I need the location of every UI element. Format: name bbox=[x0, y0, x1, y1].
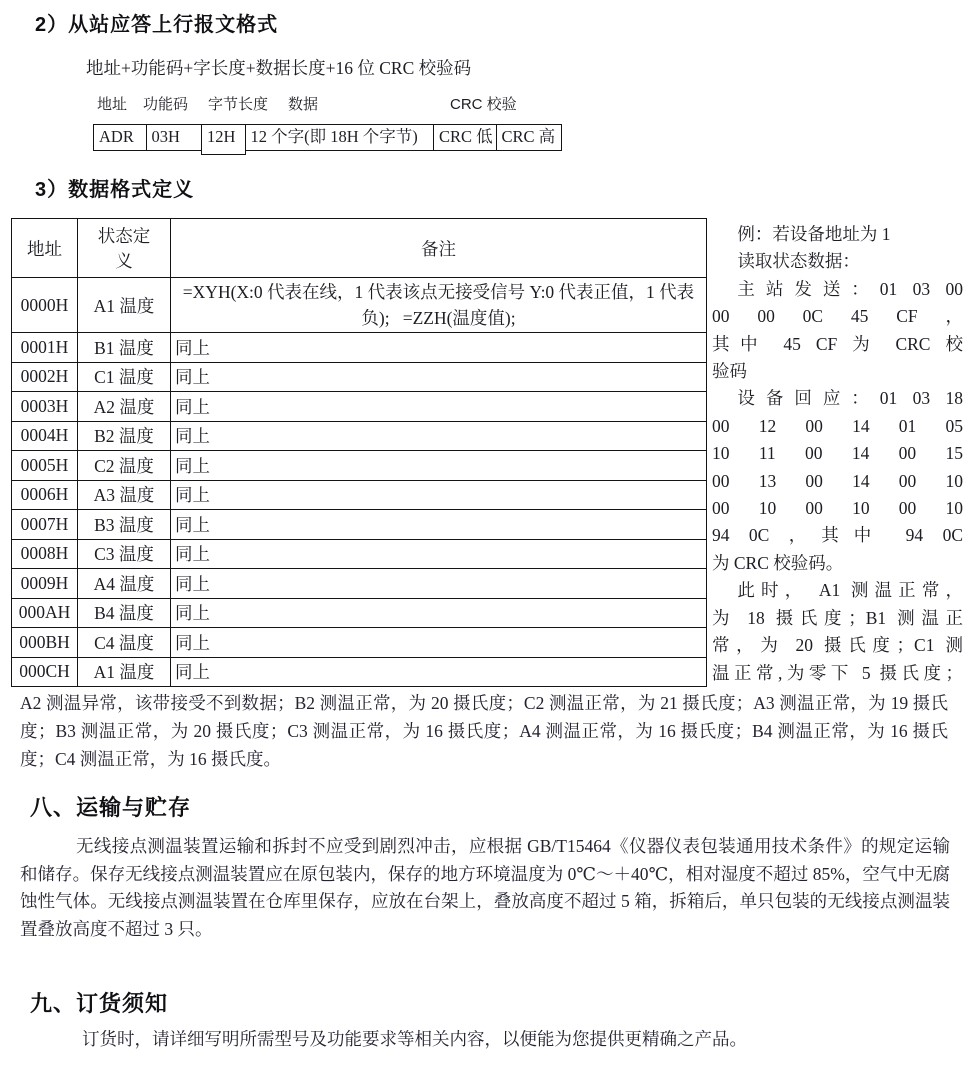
status-cell: A1 温度 bbox=[78, 657, 171, 687]
table-row bbox=[12, 539, 707, 569]
address-cell: 0005H bbox=[12, 451, 78, 481]
note-line: 10 11 00 14 00 15 bbox=[712, 443, 963, 464]
address-cell: 000CH bbox=[12, 657, 78, 687]
status-cell: C3 温度 bbox=[78, 539, 171, 569]
header-remark: 备注 bbox=[171, 219, 707, 278]
note-line: 00 00 0C 45 CF ， bbox=[712, 306, 963, 327]
note-line: 00 10 00 10 00 10 bbox=[712, 498, 963, 519]
status-cell: A2 温度 bbox=[78, 392, 171, 422]
address-cell: 0004H bbox=[12, 421, 78, 451]
header-status: 状态定义 bbox=[78, 219, 171, 278]
table-row bbox=[12, 451, 707, 481]
address-cell: 000AH bbox=[12, 598, 78, 628]
address-cell: 0006H bbox=[12, 480, 78, 510]
section-3-heading: 3）数据格式定义 bbox=[35, 179, 195, 201]
remark-cell: 同上 bbox=[171, 392, 707, 422]
message-format-formula: 地址+功能码+字长度+数据长度+16 位 CRC 校验码 bbox=[86, 58, 472, 78]
address-cell: 0007H bbox=[12, 510, 78, 540]
status-cell: B2 温度 bbox=[78, 421, 171, 451]
status-cell: C4 温度 bbox=[78, 628, 171, 658]
status-cell: B1 温度 bbox=[78, 333, 171, 363]
address-cell: 0000H bbox=[12, 278, 78, 333]
note-line: 常，为 20 摄氏度；C1 测 bbox=[712, 635, 963, 656]
address-cell: 0003H bbox=[12, 392, 78, 422]
remark-cell: =XYH(X:0 代表在线，1 代表该点无接受信号 Y:0 代表正值，1 代表负); =ZZH(温度值); bbox=[171, 278, 707, 333]
field-label-function-code: 功能码 bbox=[143, 96, 189, 113]
note-line: 验码 bbox=[712, 361, 747, 382]
address-cell: 000BH bbox=[12, 628, 78, 658]
message-cell-length: 12H bbox=[201, 124, 246, 155]
remark-cell: 同上 bbox=[171, 598, 707, 628]
status-cell: A4 温度 bbox=[78, 569, 171, 599]
table-row bbox=[12, 392, 707, 422]
message-frame-table bbox=[93, 124, 562, 155]
note-line: 主站发送：01 03 00 bbox=[737, 278, 963, 299]
note-line: 温正常,为零下 5 摄氏度； bbox=[712, 662, 963, 683]
message-cell-crc-low: CRC 低 bbox=[433, 124, 497, 151]
remark-cell: 同上 bbox=[171, 480, 707, 510]
section-2-heading: 2）从站应答上行报文格式 bbox=[35, 14, 279, 36]
message-cell-crc-high: CRC 高 bbox=[496, 124, 562, 151]
status-cell: A1 温度 bbox=[78, 278, 171, 333]
note-line: 为 CRC 校验码。 bbox=[712, 552, 844, 573]
example-note bbox=[712, 221, 963, 687]
remark-cell: 同上 bbox=[171, 362, 707, 392]
field-label-crc-check: CRC 校验 bbox=[450, 96, 517, 113]
status-cell: C1 温度 bbox=[78, 362, 171, 392]
table-row bbox=[12, 333, 707, 363]
address-cell: 0001H bbox=[12, 333, 78, 363]
table-header-row bbox=[12, 219, 707, 278]
table-row bbox=[12, 598, 707, 628]
address-cell: 0008H bbox=[12, 539, 78, 569]
note-line: 为 18 摄氏度；B1 测温正 bbox=[712, 607, 963, 628]
note-line: 例：若设备地址为 1 bbox=[737, 224, 891, 244]
table-row bbox=[12, 510, 707, 540]
note-line: 读取状态数据： bbox=[737, 251, 860, 272]
status-cell: B4 温度 bbox=[78, 598, 171, 628]
remark-cell: 同上 bbox=[171, 451, 707, 481]
table-row bbox=[12, 657, 707, 687]
section-9-heading: 九、订货须知 bbox=[30, 991, 169, 1016]
table-row bbox=[12, 569, 707, 599]
status-cell: C2 温度 bbox=[78, 451, 171, 481]
note-line: 其中 45 CF 为 CRC 校 bbox=[712, 333, 963, 354]
remark-cell: 同上 bbox=[171, 569, 707, 599]
table-row bbox=[12, 480, 707, 510]
field-label-data: 数据 bbox=[288, 96, 319, 113]
transport-storage-paragraph: 无线接点测温装置运输和拆封不应受到剧烈冲击，应根据 GB/T15464《仪器仪表包装通用技术条件》的规定运输和储存。保存无线接点测温装置应在原包装内，保存的地方环境温度为 0℃～＋40℃，相对湿度不超过 85%，空气中无腐蚀性气体。无线接点测温装置在仓库里保存，应放在台架上，叠放高度不超过 5 箱，拆箱后，单只包装的无线接点测温装置叠放高度不超过 3 只。 bbox=[20, 836, 950, 939]
address-cell: 0002H bbox=[12, 362, 78, 392]
message-cell-adr: ADR bbox=[93, 124, 147, 151]
data-format-table bbox=[11, 218, 707, 687]
note-line: 设备回应：01 03 18 bbox=[737, 388, 963, 409]
message-cell-data: 12 个字(即 18H 个字节) bbox=[245, 124, 435, 151]
note-line: 00 13 00 14 00 10 bbox=[712, 470, 963, 491]
note-line: 94 0C ，其中 94 0C bbox=[712, 525, 963, 546]
remark-cell: 同上 bbox=[171, 539, 707, 569]
section-8-heading: 八、运输与贮存 bbox=[30, 795, 192, 820]
table-row bbox=[12, 421, 707, 451]
field-label-byte-length: 字节长度 bbox=[208, 96, 269, 113]
message-cell-function: 03H bbox=[146, 124, 203, 151]
table-row bbox=[12, 628, 707, 658]
status-cell: A3 温度 bbox=[78, 480, 171, 510]
note-line: 00 12 00 14 01 05 bbox=[712, 415, 963, 436]
temperature-reading-paragraph: A2 测温异常，该带接受不到数据；B2 测温正常，为 20 摄氏度；C2 测温正常，为 21 摄氏度；A3 测温正常，为 19 摄氏度；B3 测温正常，为 20 摄氏度；C3 测温正常，为 16 摄氏度；A4 测温正常，为 16 摄氏度；B4 测温正常，为 16 摄氏度；C4 测温正常，为 16 摄氏度。 bbox=[20, 693, 948, 769]
note-line: 此时， A1 测温正常， bbox=[737, 580, 963, 601]
status-cell: B3 温度 bbox=[78, 510, 171, 540]
table-row bbox=[12, 362, 707, 392]
remark-cell: 同上 bbox=[171, 510, 707, 540]
ordering-paragraph: 订货时，请详细写明所需型号及功能要求等相关内容，以便能为您提供更精确之产品。 bbox=[82, 1029, 747, 1049]
remark-cell: 同上 bbox=[171, 657, 707, 687]
remark-cell: 同上 bbox=[171, 333, 707, 363]
remark-cell: 同上 bbox=[171, 628, 707, 658]
field-label-address: 地址 bbox=[97, 96, 128, 113]
table-row bbox=[12, 278, 707, 333]
header-address: 地址 bbox=[12, 219, 78, 278]
remark-cell: 同上 bbox=[171, 421, 707, 451]
address-cell: 0009H bbox=[12, 569, 78, 599]
